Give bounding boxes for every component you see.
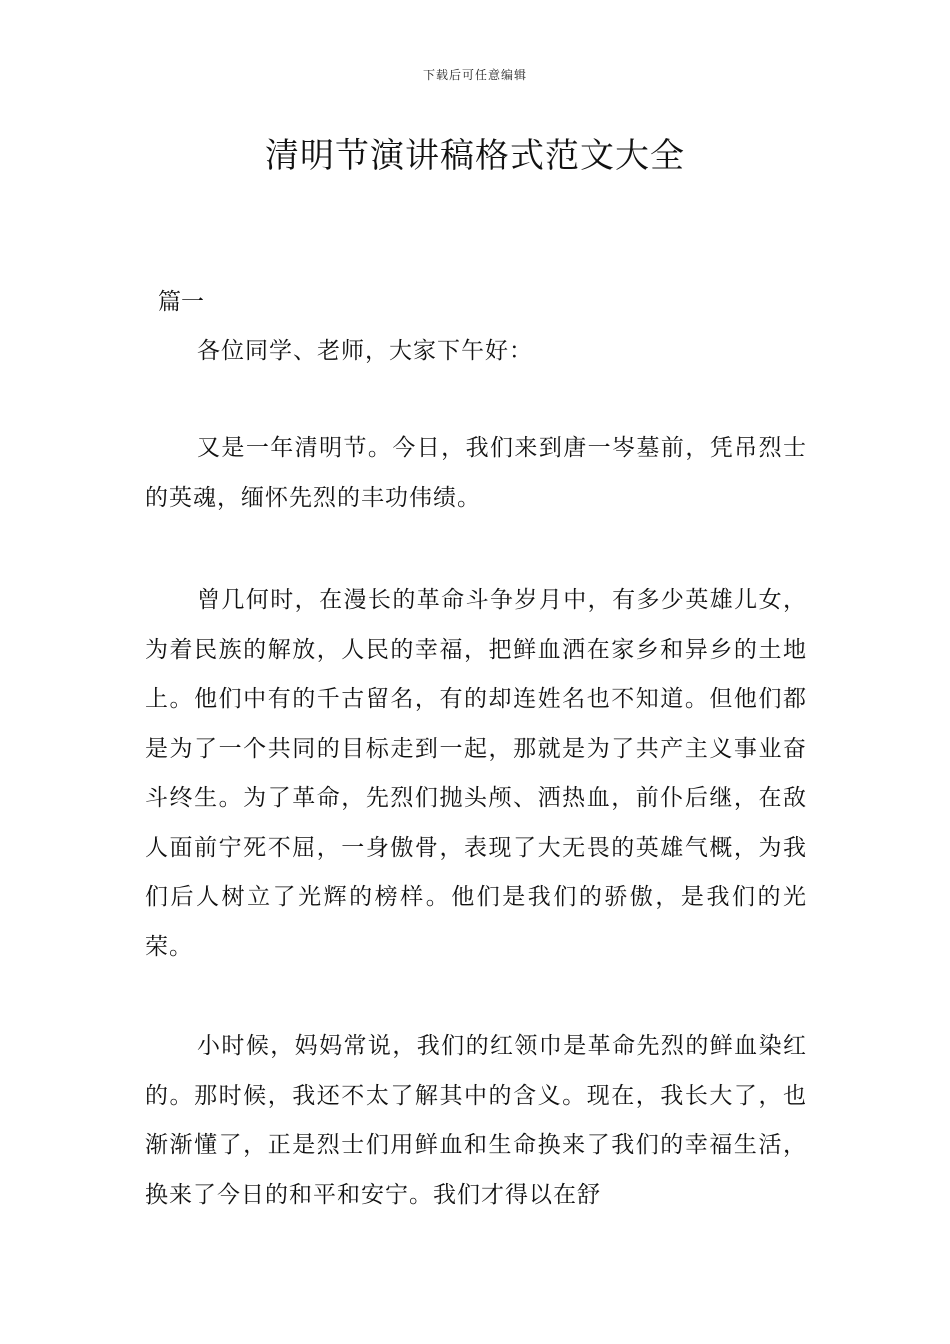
body-paragraph-1: 又是一年清明节。今日，我们来到唐一岑墓前，凭吊烈士的英魂，缅怀先烈的丰功伟绩。 xyxy=(145,435,807,511)
document-title: 清明节演讲稿格式范文大全 xyxy=(265,136,685,176)
header-note: 下载后可任意编辑 xyxy=(422,68,527,82)
body-paragraph-2: 曾几何时，在漫长的革命斗争岁月中，有多少英雄儿女，为着民族的解放，人民的幸福，把鲜血洒在家乡和异乡的土地上。他们中有的千古留名，有的却连姓名也不知道。但他们都是为了一个共同的目标走到一起，那就是为了共产主义事业奋斗终生。为了革命，先烈们抛头颅、洒热血，前仆后继，在敌人面前宁死不屈，一身傲骨，表现了大无畏的英雄气概，为我们后人树立了光辉的榜样。他们是我们的骄傲，是我们的光荣。 xyxy=(145,587,807,960)
section-label: 篇一 xyxy=(158,289,204,315)
greeting-paragraph: 各位同学、老师，大家下午好： xyxy=(197,338,533,364)
body-paragraph-3: 小时候，妈妈常说，我们的红领巾是革命先烈的鲜血染红的。那时候，我还不太了解其中的含义。现在，我长大了，也渐渐懂了，正是烈士们用鲜血和生命换来了我们的幸福生活，换来了今日的和平和安宁。我们才得以在舒 xyxy=(145,1033,807,1208)
